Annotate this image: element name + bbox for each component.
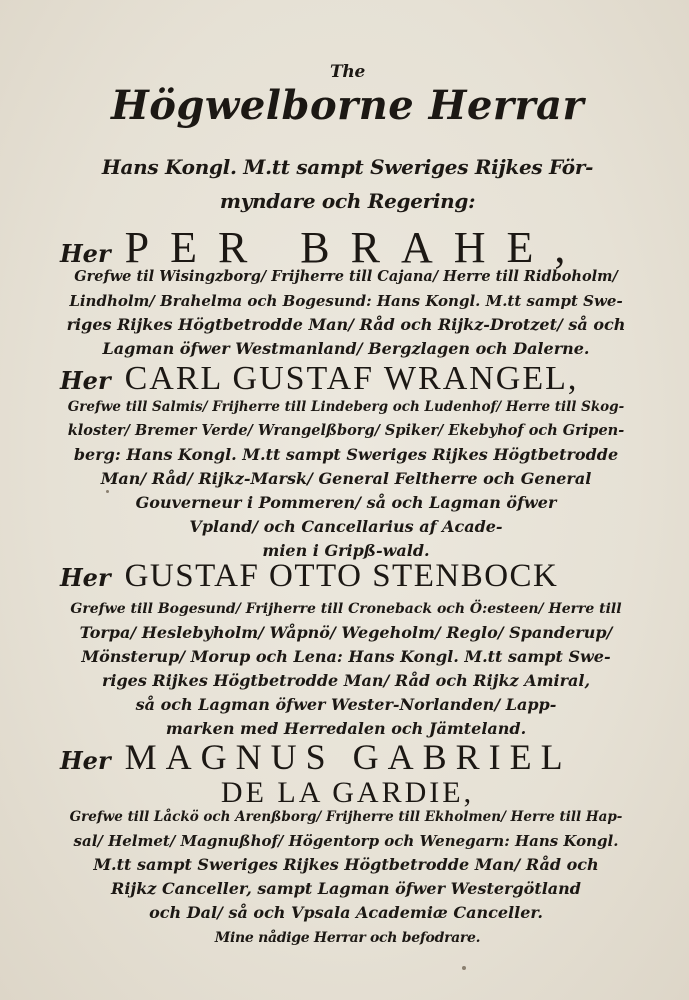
entry-1-line-2: Lindholm/ Brahelma och Bogesund: Hans Kongl. M.tt sampt Swe- bbox=[69, 292, 623, 310]
entry-2-heading bbox=[60, 360, 635, 398]
entry-1-line-4: Lagman öfwer Westmanland/ Bergzlagen och Dalerne. bbox=[102, 339, 590, 358]
entry-1-titles bbox=[66, 265, 626, 361]
entry-4-line-2: sal/ Helmet/ Magnußhof/ Högentorp och Wenegarn: Hans Kongl. bbox=[73, 832, 619, 850]
entry-1-name: PER BRAHE, bbox=[124, 223, 587, 272]
entry-2-name: CARL GUSTAF WRANGEL, bbox=[124, 360, 579, 397]
subtitle-line-2: myndare och Regering: bbox=[219, 189, 476, 213]
entry-2-prefix: Her bbox=[60, 366, 111, 395]
entry-3-line-4: riges Rijkes Högtbetrodde Man/ Råd och Rijkz Amiral, bbox=[101, 671, 591, 690]
entry-4-heading bbox=[60, 736, 635, 778]
subtitle bbox=[60, 150, 635, 218]
entry-4-name-continued: DE LA GARDIE, bbox=[220, 776, 475, 809]
entry-4-titles bbox=[66, 805, 626, 925]
entry-2-line-5: Gouverneur i Pommeren/ så och Lagman öfwer bbox=[135, 493, 557, 512]
entry-3-line-2: Torpa/ Heslebyholm/ Wåpnö/ Wegeholm/ Reglo/ Spanderup/ bbox=[79, 623, 613, 642]
entry-3-line-6: marken med Herredalen och Jämteland. bbox=[165, 719, 527, 738]
ink-speck bbox=[106, 490, 109, 493]
entry-2-line-6: Vpland/ och Cancellarius af Acade- bbox=[189, 517, 503, 536]
subtitle-line-1: Hans Kongl. M.tt sampt Sweriges Rijkes För- bbox=[101, 155, 594, 179]
entry-2-line-3: berg: Hans Kongl. M.tt sampt Sweriges Rijkes Högtbetrodde bbox=[73, 445, 619, 464]
entry-3-name: GUSTAF OTTO STENBOCK bbox=[124, 558, 559, 594]
entry-3-line-3: Mönsterup/ Morup och Lena: Hans Kongl. M.tt sampt Swe- bbox=[81, 647, 611, 666]
entry-2-line-7: mien i Gripß-wald. bbox=[262, 541, 430, 560]
entry-4-prefix: Her bbox=[60, 746, 111, 775]
entry-4-line-5: och Dal/ så och Vpsala Academiæ Canceller. bbox=[149, 903, 543, 922]
entry-2-line-1: Grefwe till Salmis/ Frijherre till Lindeberg och Ludenhof/ Herre till Skog- bbox=[67, 399, 625, 415]
entry-4-line-4: Rijkz Canceller, sampt Lagman öfwer Westergötland bbox=[111, 879, 581, 898]
closing-line: Mine nådige Herrar och befodrare. bbox=[214, 930, 481, 946]
entry-3-heading bbox=[60, 558, 635, 595]
entry-4-line-1: Grefwe till Låckö och Arenßborg/ Frijherre till Ekholmen/ Herre till Hap- bbox=[69, 809, 623, 825]
ink-speck bbox=[462, 966, 466, 970]
entry-1-line-3: riges Rijkes Högtbetrodde Man/ Råd och Rijkz-Drotzet/ så och bbox=[66, 315, 626, 334]
entry-3-titles bbox=[66, 597, 626, 741]
entry-1-line-1: Grefwe til Wisingzborg/ Frijherre till Cajana/ Herre till Ridboholm/ bbox=[74, 268, 618, 285]
entry-4-line-3: M.tt sampt Sweriges Rijkes Högtbetrodde Man/ Råd och bbox=[93, 855, 599, 874]
entry-2-line-2: kloster/ Bremer Verde/ Wrangelßborg/ Spiker/ Ekebyhof och Gripen- bbox=[67, 422, 625, 439]
page-title: Högwelborne Herrar bbox=[110, 82, 585, 129]
entry-3-prefix: Her bbox=[60, 563, 111, 592]
entry-3-line-5: så och Lagman öfwer Wester-Norlanden/ Lapp- bbox=[135, 695, 557, 714]
entry-2-line-4: Man/ Råd/ Rijkz-Marsk/ General Feltherre och General bbox=[100, 469, 592, 488]
heading-small: The bbox=[330, 62, 365, 82]
entry-4-name: MAGNUS GABRIEL bbox=[124, 737, 572, 777]
entry-3-line-1: Grefwe till Bogesund/ Frijherre till Croneback och Ö:esteen/ Herre till bbox=[70, 601, 622, 617]
entry-1-prefix: Her bbox=[60, 239, 111, 268]
entry-2-titles bbox=[66, 395, 626, 563]
